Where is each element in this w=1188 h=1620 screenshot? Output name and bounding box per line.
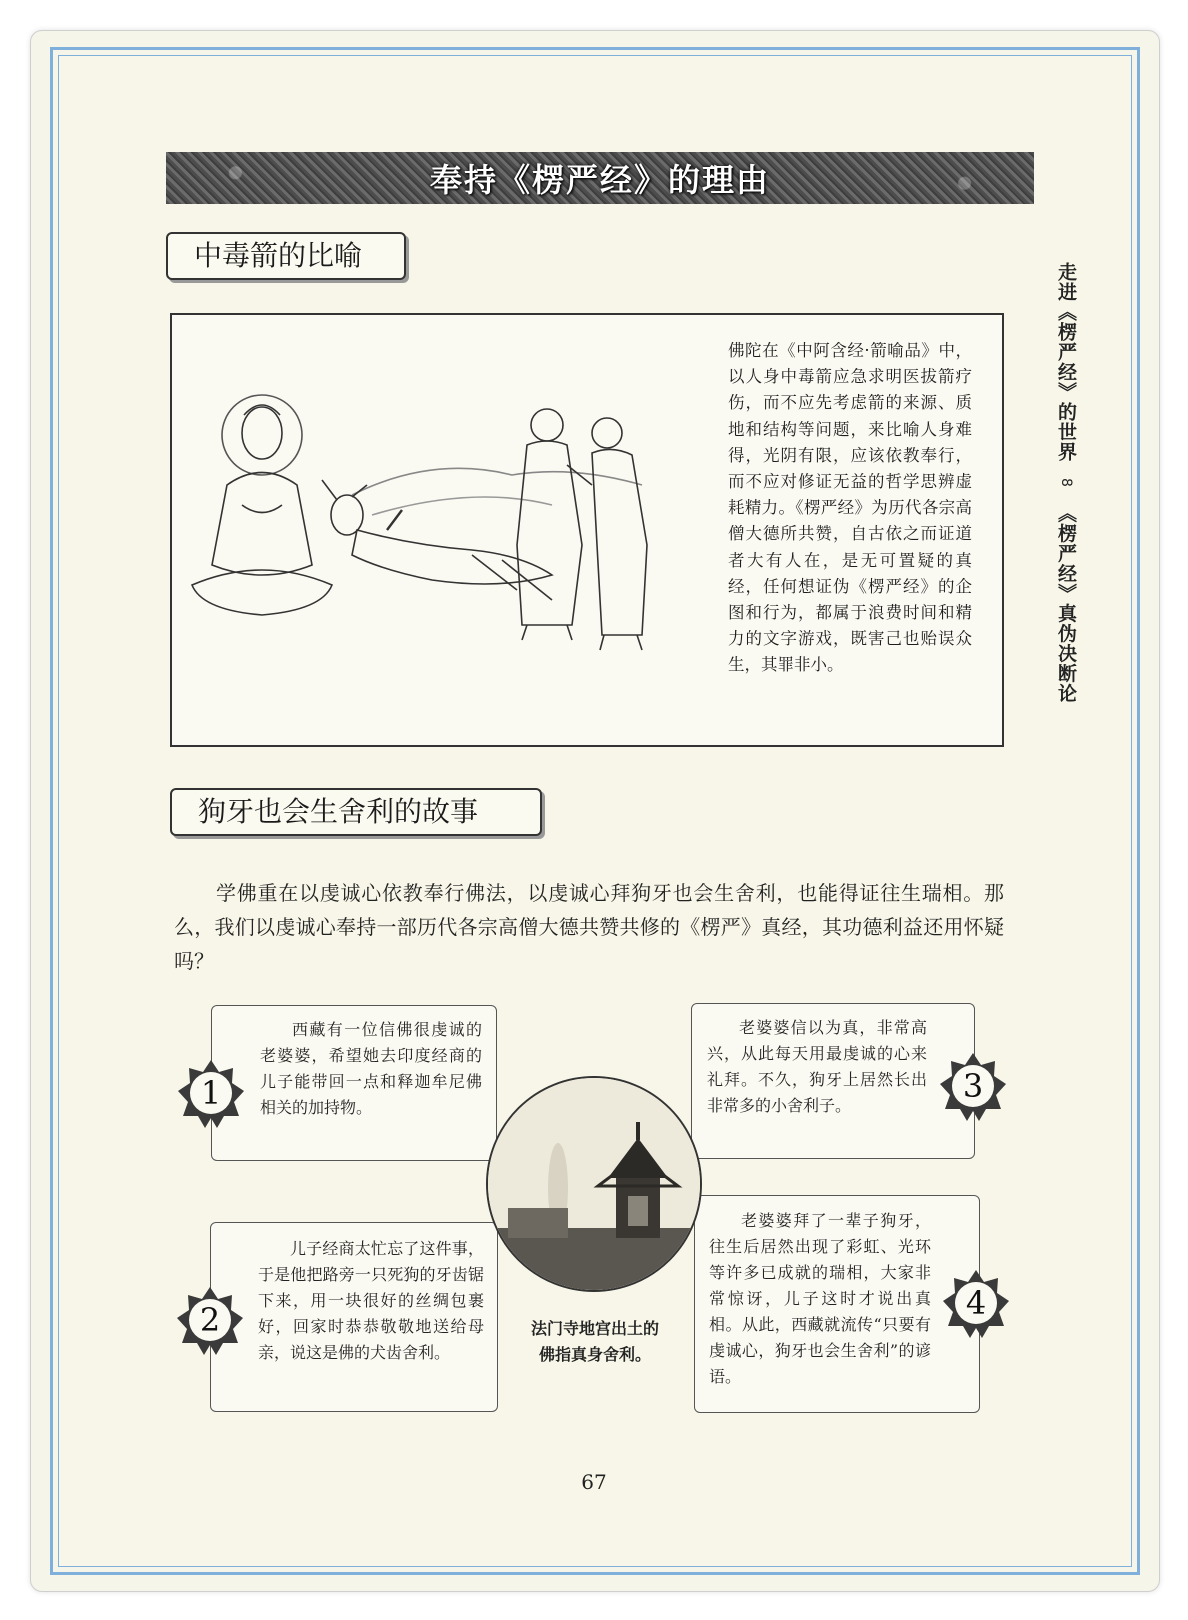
story-text-3: 老婆婆信以为真，非常高兴，从此每天用最虔诚的心来礼拜。不久，狗牙上居然长出非常多的小舍利子。	[707, 1018, 927, 1115]
intro-paragraph: 学佛重在以虔诚心依教奉行佛法，以虔诚心拜狗牙也会生舍利，也能得证往生瑞相。那么，我们以虔诚心奉持一部历代各宗高僧大德共赞共修的《楞严》真经，其功德利益还用怀疑吗？	[174, 881, 1004, 973]
story-text-4: 老婆婆拜了一辈子狗牙，往生后居然出现了彩虹、光环等许多已成就的瑞相，大家非常惊讶，儿子这时才说出真相。从此，西藏就流传“只要有虔诚心，狗牙也会生舍利”的谚语。	[709, 1211, 931, 1386]
story-badge-1	[176, 1058, 246, 1128]
section-heading-dog-tooth: 狗牙也会生舍利的故事	[170, 788, 542, 836]
section-heading-arrow: 中毒箭的比喻	[166, 232, 406, 280]
arrow-parable-illustration	[172, 315, 732, 745]
story-number-4: 4	[965, 1284, 987, 1322]
story-text-2: 儿子经商太忙忘了这件事，于是他把路旁一只死狗的牙齿锯下来，用一块很好的丝绸包裹好，回家时恭恭敬敬地送给母亲，说这是佛的犬齿舍利。	[258, 1239, 484, 1362]
relic-image-caption: 法门寺地宫出土的佛指真身舍利。	[530, 1319, 659, 1364]
story-badge-4	[941, 1268, 1011, 1338]
page-title: 奉持《楞严经》的理由	[429, 161, 770, 199]
story-number-3: 3	[962, 1067, 984, 1105]
story-number-1: 1	[200, 1074, 222, 1112]
relic-pagoda-image	[486, 1076, 702, 1292]
pagoda-image-icon	[488, 1078, 702, 1292]
side-page-marker: 8	[1058, 477, 1074, 488]
side-title-part2: 《楞严经》真伪决断论	[1055, 503, 1077, 704]
side-title-part1: 走进《楞严经》的世界	[1055, 262, 1077, 462]
side-running-title	[1052, 262, 1080, 703]
story-badge-2	[175, 1285, 245, 1355]
story-number-2: 2	[199, 1301, 221, 1339]
story-text-1: 西藏有一位信佛很虔诚的老婆婆，希望她去印度经商的儿子能带回一点和释迦牟尼佛相关的加持物。	[260, 1020, 482, 1117]
title-banner	[166, 152, 1034, 204]
story-badge-3	[938, 1051, 1008, 1121]
page-number: 67	[581, 1470, 607, 1494]
arrow-parable-text: 佛陀在《中阿含经·箭喻品》中，以人身中毒箭应急求明医拔箭疗伤，而不应先考虑箭的来源、质地和结构等问题，来比喻人身难得，光阴有限，应该依教奉行，而不应对修证无益的哲学思辨虚耗精力。《楞严经》为历代各宗高僧大德所共赞，自古依之而证道者大有人在，是无可置疑的真经，任何想证伪《楞严经》的企图和行为，都属于浪费时间和精力的文字游戏，既害己也贻误众生，其罪非小。	[728, 341, 972, 675]
